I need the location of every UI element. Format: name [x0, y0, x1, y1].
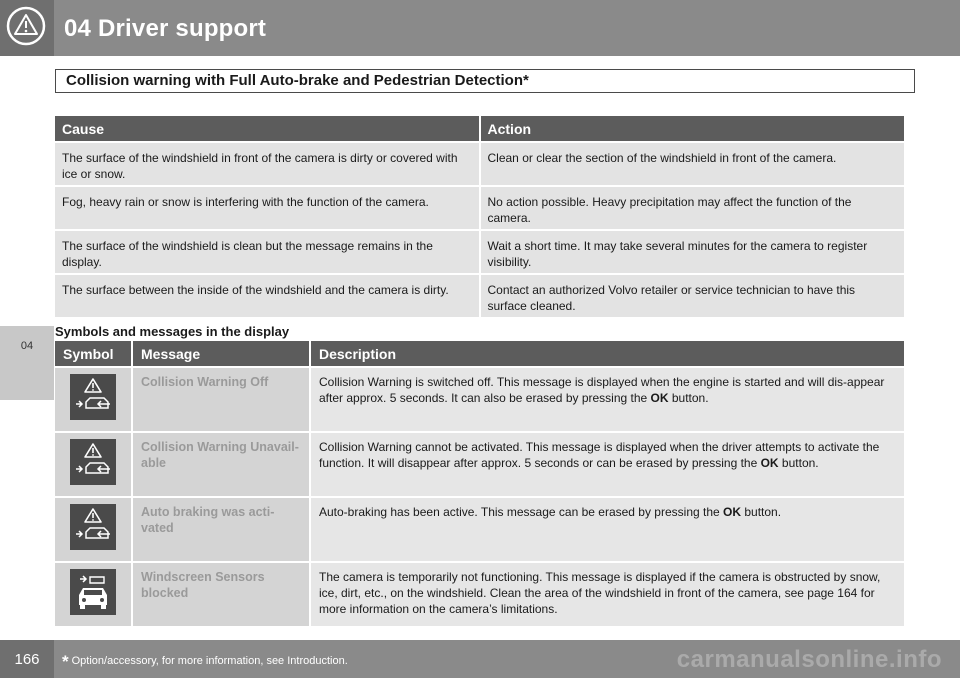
- cause-cell: The surface of the windshield is clean but the message remains in the display.: [55, 230, 480, 274]
- table-row: [55, 186, 904, 230]
- header-icon-tab: [0, 0, 54, 56]
- table-row: [55, 230, 904, 274]
- symbol-cell: [55, 367, 132, 432]
- car-camera-blocked-icon: [70, 569, 116, 615]
- cause-action-table: [55, 116, 904, 317]
- description-cell: Auto-braking has been active. This message can be erased by pressing the OK button.: [310, 497, 904, 562]
- table-row: [55, 432, 904, 497]
- chapter-tab-label: 04: [20, 340, 34, 352]
- cause-cell: The surface of the windshield in front of the camera is dirty or covered with ice or snow.: [55, 142, 480, 186]
- description-header: Description: [310, 341, 904, 367]
- message-cell: Auto braking was acti-vated: [132, 497, 310, 562]
- message-cell: Collision Warning Off: [132, 367, 310, 432]
- action-cell: No action possible. Heavy precipitation may affect the function of the camera.: [480, 186, 905, 230]
- footnote-text: Option/accessory, for more information, see Introduction.: [71, 655, 348, 667]
- action-cell: Contact an authorized Volvo retailer or service technician to have this surface cleaned.: [480, 274, 905, 317]
- page-footer: [0, 640, 960, 678]
- description-cell: The camera is temporarily not functioning. This message is displayed if the camera is obstructed by snow, ice, dirt, etc., on the windshield. Clean the area of the windshield in front of the camera, see page 164 for more information on the camera’s limitations.: [310, 562, 904, 626]
- symbol-header: Symbol: [55, 341, 132, 367]
- table-row: [55, 562, 904, 626]
- table-row: [55, 497, 904, 562]
- warning-triangle-icon: [6, 6, 46, 46]
- message-cell: Windscreen Sensors blocked: [132, 562, 310, 626]
- message-header: Message: [132, 341, 310, 367]
- table-row: [55, 274, 904, 317]
- cause-cell: The surface between the inside of the windshield and the camera is dirty.: [55, 274, 480, 317]
- description-cell: Collision Warning cannot be activated. This message is displayed when the driver attempts to activate the function. It will disappear after approx. 5 seconds or can be erased by pressing the OK button.: [310, 432, 904, 497]
- chapter-header: [0, 0, 960, 56]
- symbols-heading: Symbols and messages in the display: [55, 324, 290, 339]
- action-header: Action: [480, 116, 905, 142]
- action-cell: Clean or clear the section of the windshield in front of the camera.: [480, 142, 905, 186]
- table-row: [55, 142, 904, 186]
- description-cell: Collision Warning is switched off. This message is displayed when the engine is started and will dis-appear after approx. 5 seconds. It can also be erased by pressing the OK button.: [310, 367, 904, 432]
- footnote: [62, 652, 348, 672]
- symbols-table: [55, 341, 904, 626]
- chapter-tab[interactable]: [0, 326, 54, 400]
- cause-cell: Fog, heavy rain or snow is interfering with the function of the camera.: [55, 186, 480, 230]
- page-number-tab: [0, 640, 54, 678]
- footnote-star: *: [62, 652, 69, 671]
- symbol-cell: [55, 562, 132, 626]
- symbol-cell: [55, 432, 132, 497]
- table-row: [55, 367, 904, 432]
- page-number: 166: [14, 651, 40, 668]
- message-cell: Collision Warning Unavail-able: [132, 432, 310, 497]
- watermark: carmanualsonline.info: [676, 646, 942, 673]
- collision-warning-icon: [70, 439, 116, 485]
- cause-header: Cause: [55, 116, 480, 142]
- action-cell: Wait a short time. It may take several minutes for the camera to register visibility.: [480, 230, 905, 274]
- symbol-cell: [55, 497, 132, 562]
- chapter-title: 04 Driver support: [64, 15, 267, 42]
- collision-warning-icon: [70, 504, 116, 550]
- collision-warning-icon: [70, 374, 116, 420]
- section-title: Collision warning with Full Auto-brake and Pedestrian Detection*: [55, 69, 915, 93]
- sidebar: [0, 56, 54, 640]
